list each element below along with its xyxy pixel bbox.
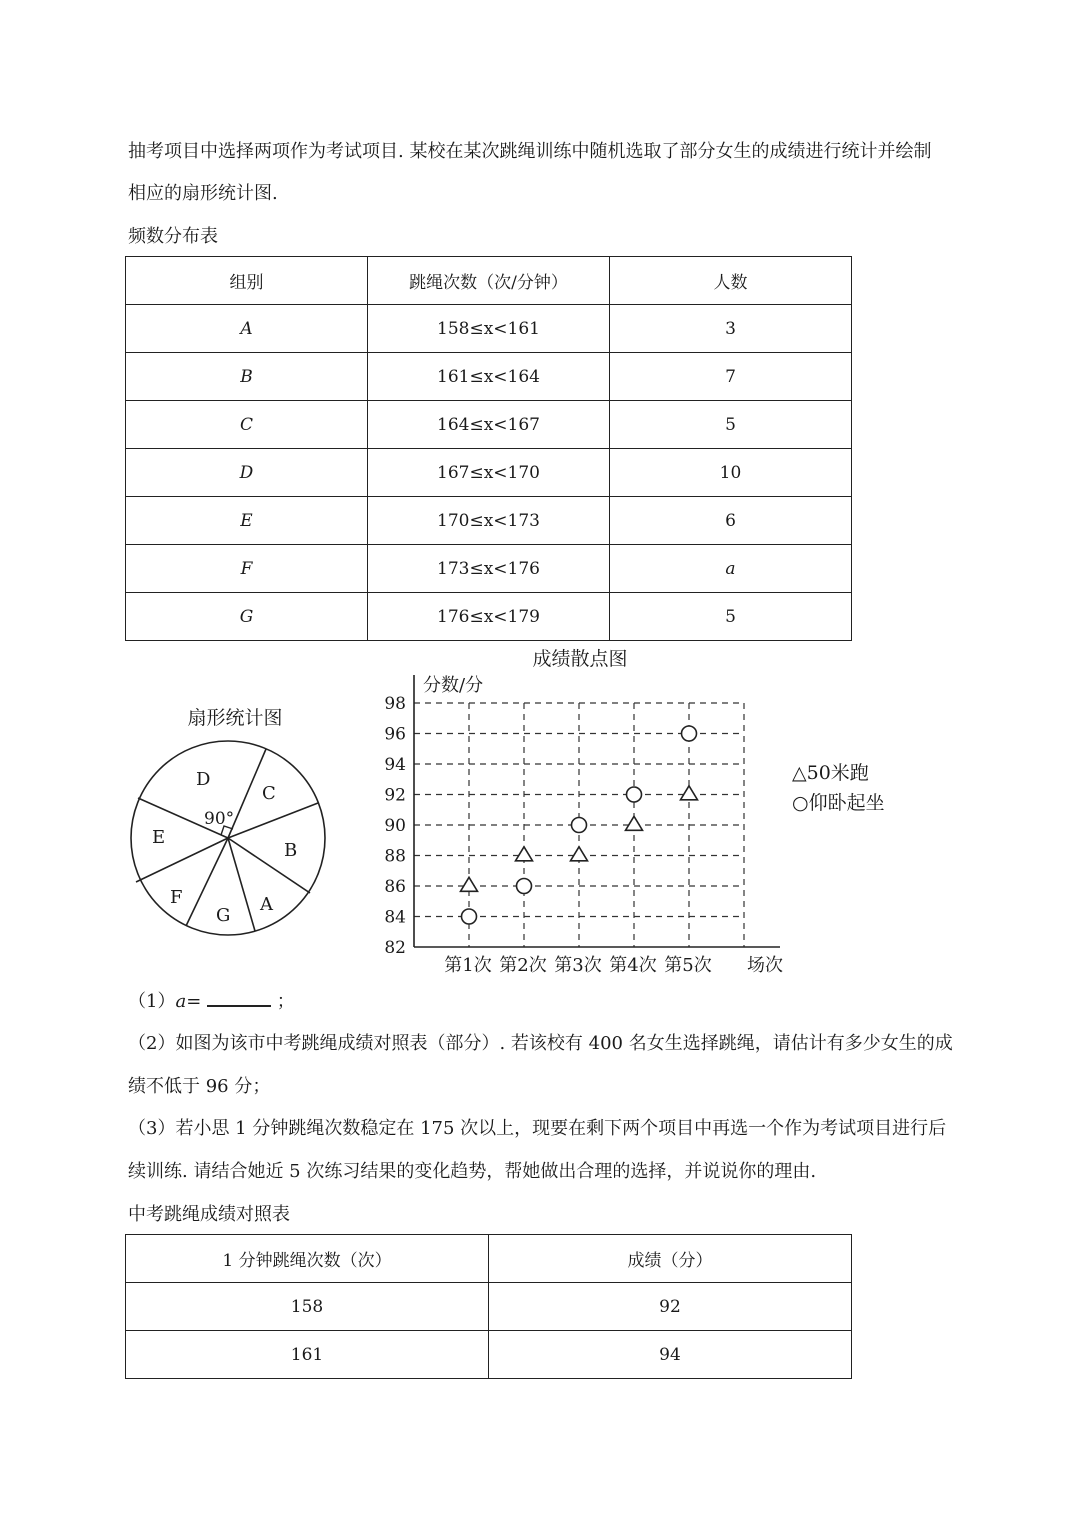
score-cell: 94 (489, 1331, 852, 1379)
intro-line-1: 抽考项目中选择两项作为考试项目. 某校在某次跳绳训练中随机选取了部分女生的成绩进行统计并绘制 (128, 141, 932, 162)
range-cell: 158≤x<161 (368, 305, 610, 353)
x-axis-label: 场次 (747, 955, 783, 976)
table-row (126, 1283, 852, 1331)
x-tick-label: 第3次 (554, 955, 602, 976)
pie-label-c: C (262, 783, 276, 804)
group-cell: E (126, 497, 368, 545)
legend-label: 50米跑 (806, 762, 869, 784)
y-tick-label: 98 (384, 694, 406, 714)
table-row (126, 401, 852, 449)
count-cell: a (610, 545, 852, 593)
answer-blank (207, 991, 271, 1007)
group-cell: C (126, 401, 368, 449)
header-group: 组别 (126, 257, 368, 305)
y-axis-label: 分数/分 (423, 675, 484, 696)
header-count: 1 分钟跳绳次数（次） (126, 1235, 489, 1283)
table-row (126, 1331, 852, 1379)
pie-chart (120, 735, 340, 950)
pie-divider (136, 838, 228, 882)
q1-var: a (175, 991, 187, 1012)
table-row (126, 497, 852, 545)
table-row (126, 449, 852, 497)
group-cell: D (126, 449, 368, 497)
x-tick-label: 第5次 (664, 955, 712, 976)
circle-point (517, 879, 532, 894)
count-cell: 6 (610, 497, 852, 545)
y-tick-label: 94 (384, 755, 406, 775)
count-cell: 158 (126, 1283, 489, 1331)
legend-item-situp (792, 788, 885, 818)
header-score: 成绩（分） (489, 1235, 852, 1283)
table-row (126, 593, 852, 641)
table-row (126, 545, 852, 593)
range-cell: 167≤x<170 (368, 449, 610, 497)
triangle-point (626, 816, 643, 830)
pie-title: 扇形统计图 (187, 707, 283, 729)
legend-label: 仰卧起坐 (808, 792, 885, 814)
score-table-title: 中考跳绳成绩对照表 (128, 1204, 290, 1225)
triangle-point (681, 786, 698, 800)
count-cell: 10 (610, 449, 852, 497)
question-3-line-1: （3）若小思 1 分钟跳绳次数稳定在 175 次以上，现要在剩下两个项目中再选一个作为考试项目进行后 (128, 1118, 947, 1139)
scatter-chart (375, 668, 795, 980)
triangle-point (571, 847, 588, 861)
pie-angle-label: 90° (204, 809, 235, 829)
range-cell: 164≤x<167 (368, 401, 610, 449)
frequency-table (125, 256, 852, 641)
triangle-icon: △ (792, 762, 807, 784)
triangle-point (516, 847, 533, 861)
freq-table-title: 频数分布表 (128, 226, 218, 247)
pie-label-e: E (152, 827, 166, 848)
circle-icon: ○ (792, 792, 809, 814)
x-tick-label: 第2次 (499, 955, 547, 976)
y-tick-label: 86 (384, 877, 406, 897)
group-cell: F (126, 545, 368, 593)
range-cell: 161≤x<164 (368, 353, 610, 401)
y-tick-label: 82 (384, 938, 406, 958)
group-cell: B (126, 353, 368, 401)
q1-eq: = (186, 991, 202, 1012)
pie-label-d: D (196, 769, 211, 790)
pie-divider (228, 838, 310, 893)
circle-point (572, 818, 587, 833)
pie-label-f: F (170, 887, 183, 908)
header-range: 跳绳次数（次/分钟） (368, 257, 610, 305)
table-header-row (126, 257, 852, 305)
count-cell: 5 (610, 401, 852, 449)
y-tick-labels (384, 694, 406, 958)
count-cell: 5 (610, 593, 852, 641)
group-cell: G (126, 593, 368, 641)
y-tick-label: 92 (384, 785, 406, 806)
table-row (126, 305, 852, 353)
triangle-point (461, 877, 478, 891)
y-tick-label: 96 (384, 724, 406, 745)
circle-point (462, 909, 477, 924)
range-cell: 173≤x<176 (368, 545, 610, 593)
q1-prefix: （1） (128, 991, 176, 1012)
y-tick-label: 88 (384, 846, 406, 867)
question-2-line-2: 绩不低于 96 分； (128, 1076, 271, 1097)
pie-label-g: G (216, 905, 231, 926)
score-table (125, 1234, 852, 1379)
count-cell: 161 (126, 1331, 489, 1379)
x-tick-labels (444, 955, 711, 976)
q1-end: ； (276, 991, 295, 1012)
table-header-row (126, 1235, 852, 1283)
legend-item-run (792, 758, 885, 788)
score-cell: 92 (489, 1283, 852, 1331)
chart-legend (792, 758, 885, 818)
x-tick-label: 第1次 (444, 955, 492, 976)
circle-point (627, 787, 642, 802)
pie-label-a: A (260, 894, 273, 915)
question-3-line-2: 续训练. 请结合她近 5 次练习结果的变化趋势，帮她做出合理的选择，并说说你的理由. (128, 1161, 817, 1182)
question-2-line-1: （2）如图为该市中考跳绳成绩对照表（部分）. 若该校有 400 名女生选择跳绳，请估计有多少女生的成 (128, 1033, 953, 1054)
question-1 (128, 991, 295, 1013)
group-cell: A (126, 305, 368, 353)
y-tick-label: 90 (384, 816, 406, 836)
table-row (126, 353, 852, 401)
y-tick-label: 84 (384, 907, 406, 928)
header-count: 人数 (610, 257, 852, 305)
chart-title: 成绩散点图 (532, 648, 628, 670)
pie-divider (228, 838, 255, 931)
x-tick-label: 第4次 (609, 955, 657, 976)
count-cell: 3 (610, 305, 852, 353)
pie-label-b: B (284, 840, 298, 861)
intro-line-2: 相应的扇形统计图. (128, 183, 278, 204)
count-cell: 7 (610, 353, 852, 401)
circle-point (682, 726, 697, 741)
range-cell: 176≤x<179 (368, 593, 610, 641)
range-cell: 170≤x<173 (368, 497, 610, 545)
